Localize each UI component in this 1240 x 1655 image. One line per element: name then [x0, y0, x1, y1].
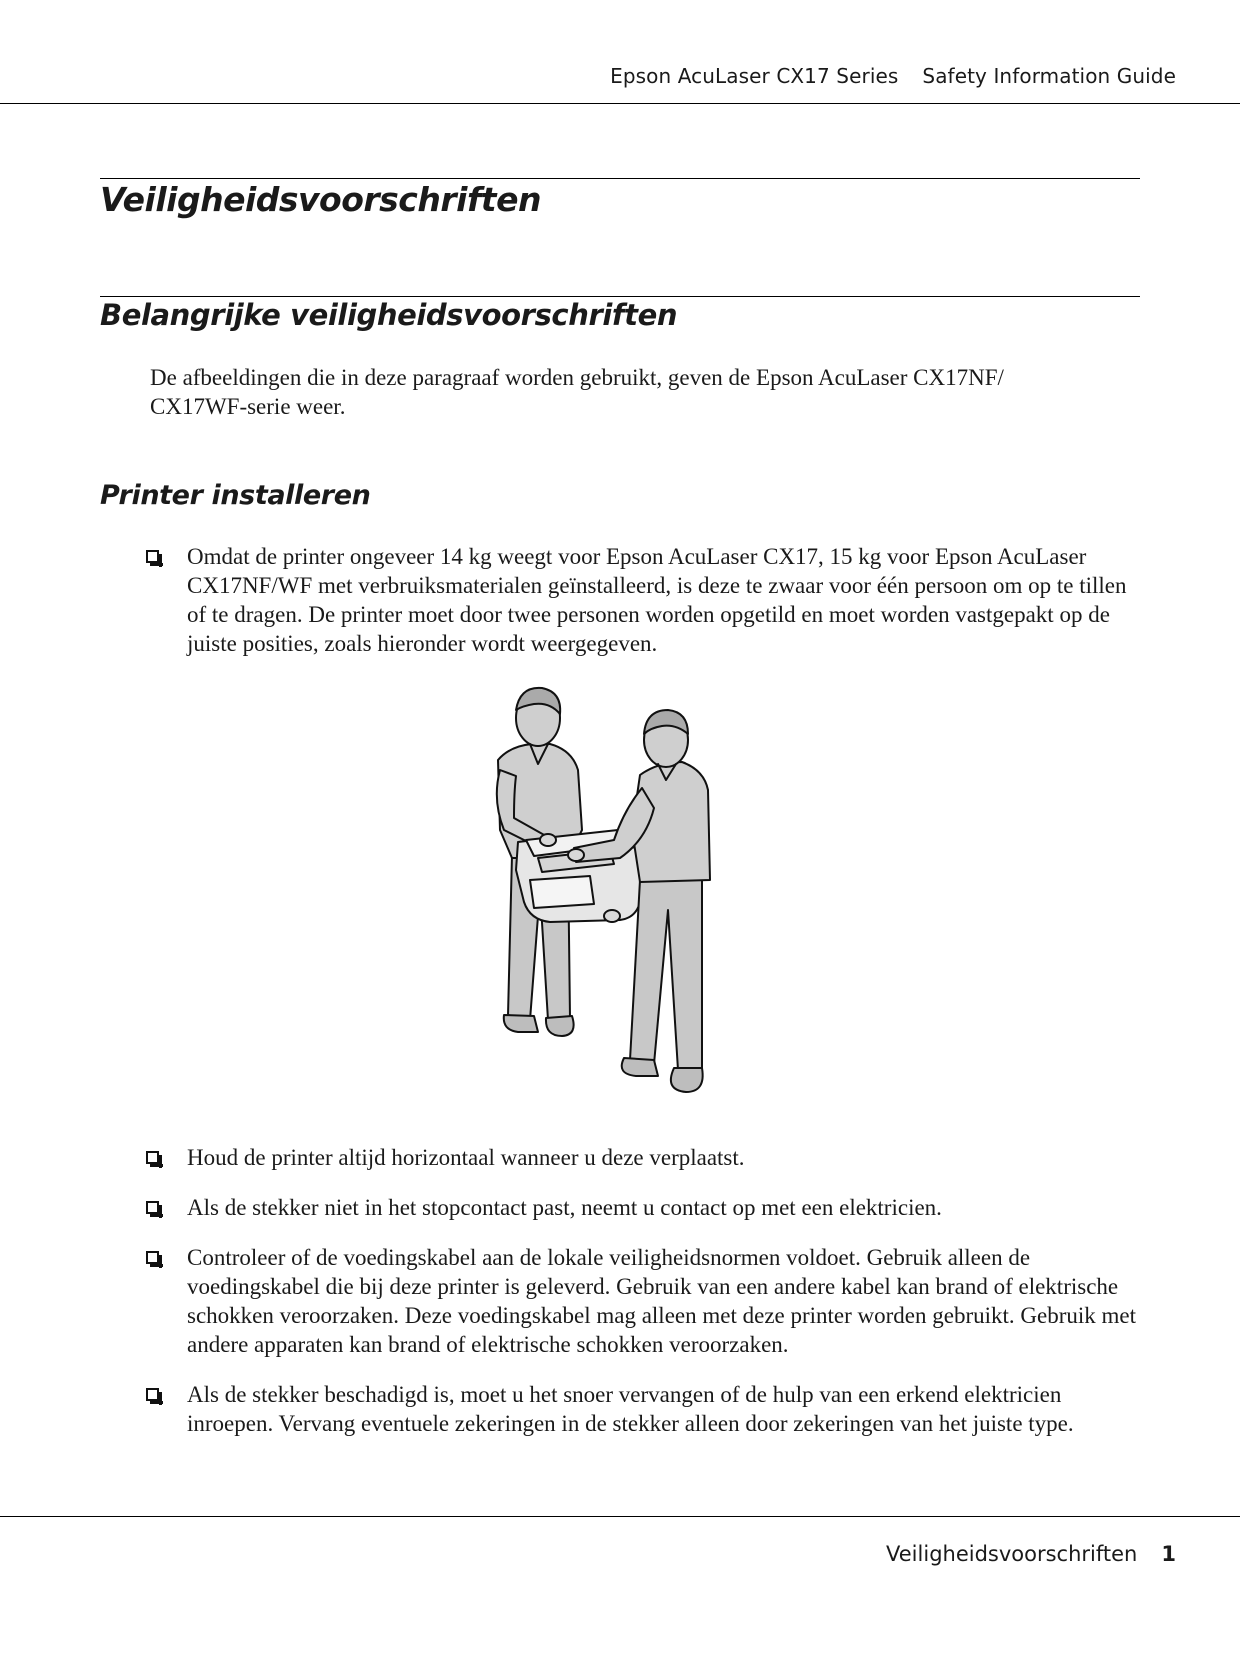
checkbox-bullet-icon — [146, 1251, 159, 1264]
chapter-title: Veiligheidsvoorschriften — [100, 180, 541, 219]
subsection-title: Printer installeren — [100, 480, 371, 511]
checkbox-bullet-icon — [146, 1201, 159, 1214]
list-item — [146, 1193, 1140, 1222]
chapter-rule — [100, 178, 1140, 179]
two-people-lifting-printer-illustration — [490, 680, 750, 1100]
section-title: Belangrijke veiligheidsvoorschriften — [100, 298, 678, 332]
list-item-text: Controleer of de voedingskabel aan de lokale veiligheidsnormen voldoet. Gebruik alleen de voedingskabel die bij deze printer is geleverd. Gebruik van een andere kabel kan brand of elektrische schokken veroorzaken. Deze voedingskabel mag alleen met deze printer worden gebruikt. Gebruik met andere apparaten kan brand of elektrische schokken veroorzaken. — [187, 1245, 1137, 1357]
list-item-text: Als de stekker beschadigd is, moet u het snoer vervangen of de hulp van een erkend elektricien inroepen. Vervang eventuele zekeringen in de stekker alleen door zekeringen van het juiste type. — [187, 1382, 1074, 1436]
list-item-text: Als de stekker niet in het stopcontact past, neemt u contact op met een elektricien. — [187, 1195, 942, 1220]
header-product: Epson AcuLaser CX17 Series — [610, 64, 899, 88]
header-guide-title: Safety Information Guide — [922, 64, 1176, 88]
running-header — [610, 64, 1176, 88]
footer-section-label: Veiligheidsvoorschriften — [886, 1542, 1138, 1566]
checkbox-bullet-icon — [146, 1388, 159, 1401]
list-item — [146, 542, 1140, 658]
checkbox-bullet-icon — [146, 1151, 159, 1164]
list-item-text: Houd de printer altijd horizontaal wanneer u deze verplaatst. — [187, 1145, 745, 1170]
intro-paragraph: De afbeeldingen die in deze paragraaf worden gebruikt, geven de Epson AcuLaser CX17NF/ CX17WF-serie weer. — [150, 365, 1004, 419]
list-item — [146, 1380, 1140, 1438]
checkbox-bullet-icon — [146, 550, 159, 563]
footer-divider — [0, 1516, 1240, 1517]
list-item — [146, 1143, 1140, 1172]
page-footer — [886, 1542, 1176, 1566]
list-item-text: Omdat de printer ongeveer 14 kg weegt voor Epson AcuLaser CX17, 15 kg voor Epson AcuLaser CX17NF/WF met verbruiksmaterialen geïnstalleerd, is deze te zwaar voor één persoon om op te tillen of te dragen. De printer moet door twee personen worden opgetild en moet worden vastgepakt op de juiste posities, zoals hieronder wordt weergegeven. — [187, 544, 1127, 656]
header-divider — [0, 103, 1240, 104]
list-item — [146, 1243, 1140, 1359]
page-number: 1 — [1161, 1542, 1176, 1566]
section-rule — [100, 296, 1140, 297]
